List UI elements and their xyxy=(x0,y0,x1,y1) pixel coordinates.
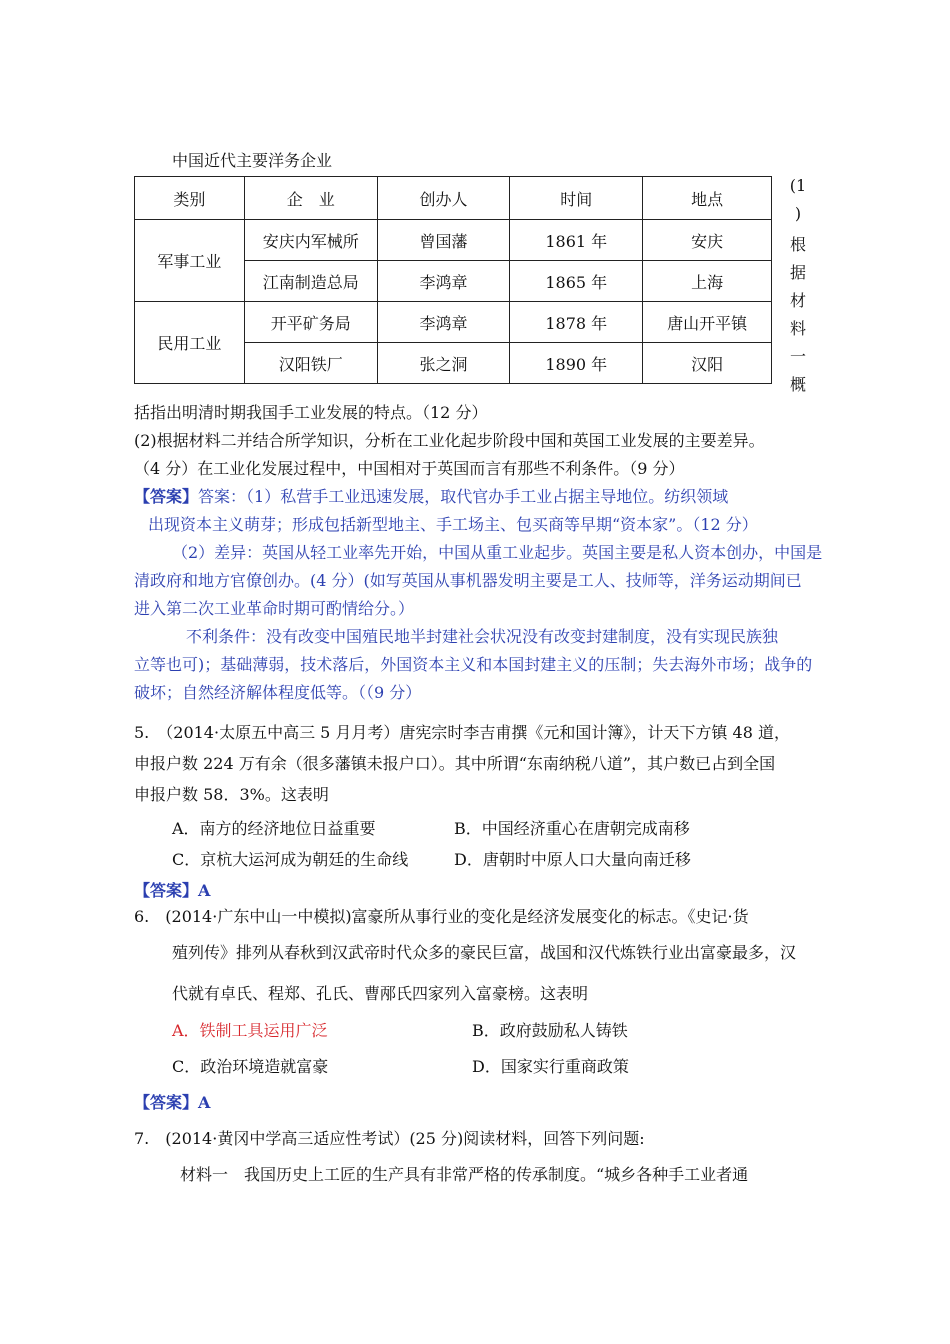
q6-option-d: D．国家实行重商政策 xyxy=(472,1057,629,1076)
q5-option-c: C．京杭大运河成为朝廷的生命线 xyxy=(172,850,409,869)
table-cell: 李鸿章 xyxy=(377,261,510,302)
question-line: (2)根据材料二并结合所学知识，分析在工业化起步阶段中国和英国工业发展的主要差异。 xyxy=(134,431,765,450)
answer-tag: 【答案】 xyxy=(134,487,199,506)
q6-line: 殖列传》排列从春秋到汉武帝时代众多的豪民巨富，战国和汉代炼铁行业出富豪最多，汉 xyxy=(172,943,797,962)
q5-line: 申报户数 224 万有余（很多藩镇未报户口）。其中所谓“东南纳税八道”，其户数已占到全国 xyxy=(134,754,776,773)
q7-line: 材料一 我国历史上工匠的生产具有非常严格的传承制度。“城乡各种手工业者通 xyxy=(180,1165,749,1184)
header-cell: 类别 xyxy=(135,177,245,220)
answer-line: 清政府和地方官僚创办。(4 分）(如写英国从事机器发明主要是工人、技师等，洋务运动期间已 xyxy=(134,571,802,590)
answer-tag: 【答案】 xyxy=(134,1093,199,1112)
q5-line: 申报户数 58．3%。这表明 xyxy=(134,785,329,804)
side-char: ) xyxy=(794,204,802,223)
answer-line: 立等也可)；基础薄弱，技术落后，外国资本主义和本国封建主义的压制；失去海外市场；战争的 xyxy=(134,655,813,674)
answer-line: 破坏；自然经济解体程度低等。（（9 分） xyxy=(134,683,422,702)
q6-line: 代就有卓氏、程郑、孔氏、曹邴氏四家列入富豪榜。这表明 xyxy=(172,984,589,1003)
side-char: 一 xyxy=(789,347,806,366)
q6-option-a: A．铁制工具运用广泛 xyxy=(172,1021,328,1040)
table-cell: 1865 年 xyxy=(510,261,643,302)
side-char: 概 xyxy=(789,375,806,394)
table-cell: 1878 年 xyxy=(510,302,643,343)
table-cell: 上海 xyxy=(643,261,772,302)
table-cell: 汉阳 xyxy=(643,343,772,384)
q5-line: 5. （2014·太原五中高三 5 月月考）唐宪宗时李吉甫撰《元和国计簿》，计天下方镇 48 道， xyxy=(134,723,790,742)
answer-line: 出现资本主义萌芽；形成包括新型地主、手工场主、包买商等早期“资本家”。（12 分） xyxy=(148,515,758,534)
side-char: 据 xyxy=(789,263,806,282)
q6-answer xyxy=(134,1090,210,1113)
answer-line xyxy=(134,484,728,507)
q5-option-a: A．南方的经济地位日益重要 xyxy=(172,819,376,838)
question-line: （4 分）在工业化发展过程中，中国相对于英国而言有那些不利条件。（9 分） xyxy=(134,459,685,478)
table-header-row xyxy=(135,177,772,220)
q6-option-b: B．政府鼓励私人铸铁 xyxy=(472,1021,628,1040)
category-cell: 军事工业 xyxy=(135,220,245,302)
table-cell: 唐山开平镇 xyxy=(643,302,772,343)
answer-line: 不利条件：没有改变中国殖民地半封建社会状况没有改变封建制度，没有实现民族独 xyxy=(186,627,779,646)
table-cell: 曾国藩 xyxy=(377,220,510,261)
question-line: 括指出明清时期我国手工业发展的特点。（12 分） xyxy=(134,403,488,422)
table-cell: 汉阳铁厂 xyxy=(244,343,377,384)
side-char: 根 xyxy=(789,235,806,254)
q6-option-c: C．政治环境造就富豪 xyxy=(172,1057,329,1076)
q5-option-d: D．唐朝时中原人口大量向南迁移 xyxy=(454,850,691,869)
answer-text: 答案：（1）私营手工业迅速发展，取代官办手工业占据主导地位。纺织领域 xyxy=(198,487,729,506)
q7-line: 7. (2014·黄冈中学高三适应性考试）(25 分)阅读材料，回答下列问题: xyxy=(134,1129,645,1148)
side-char: 料 xyxy=(789,319,806,338)
enterprise-table xyxy=(134,176,772,384)
table-cell: 安庆 xyxy=(643,220,772,261)
table-cell: 李鸿章 xyxy=(377,302,510,343)
q5-answer xyxy=(134,878,210,901)
table-row xyxy=(135,220,772,261)
header-cell: 企 业 xyxy=(244,177,377,220)
answer-tag: 【答案】 xyxy=(134,881,199,900)
table-row xyxy=(135,302,772,343)
answer-line: 进入第二次工业革命时期可酌情给分。） xyxy=(134,599,415,618)
q5-option-b: B．中国经济重心在唐朝完成南移 xyxy=(454,819,690,838)
table-cell: 开平矿务局 xyxy=(244,302,377,343)
side-char: 材 xyxy=(789,291,806,310)
table-cell: 1890 年 xyxy=(510,343,643,384)
answer-value: A xyxy=(198,881,211,900)
q6-line: 6. (2014·广东中山一中模拟)富豪所从事行业的变化是经济发展变化的标志。《史记·货 xyxy=(134,907,749,926)
header-cell: 创办人 xyxy=(377,177,510,220)
table-title: 中国近代主要洋务企业 xyxy=(172,151,333,170)
answer-value: A xyxy=(198,1093,211,1112)
table-cell: 1861 年 xyxy=(510,220,643,261)
category-cell: 民用工业 xyxy=(135,302,245,384)
table-cell: 江南制造总局 xyxy=(244,261,377,302)
table-cell: 张之洞 xyxy=(377,343,510,384)
table-cell: 安庆内军械所 xyxy=(244,220,377,261)
header-cell: 地点 xyxy=(643,177,772,220)
side-char: (1 xyxy=(789,176,807,195)
header-cell: 时间 xyxy=(510,177,643,220)
answer-line: （2）差异：英国从轻工业率先开始，中国从重工业起步。英国主要是私人资本创办，中国是 xyxy=(172,543,823,562)
